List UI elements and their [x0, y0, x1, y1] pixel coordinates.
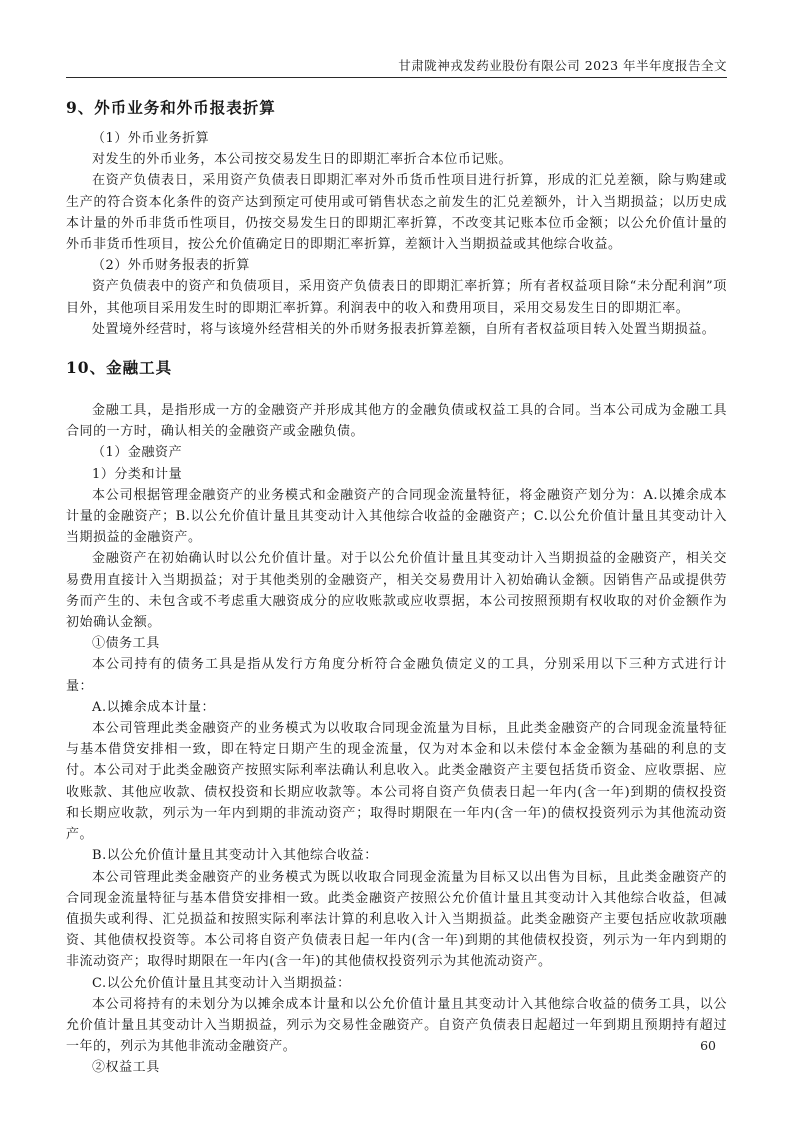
page-content [66, 98, 727, 1079]
paragraph: 对发生的外币业务，本公司按交易发生日的即期汇率折合本位币记账。 [92, 152, 513, 168]
paragraph: 金融资产在初始确认时以公允价值计量。对于以公允价值计量且其变动计入当期损益的金融资产，相关交易费用直接计入当期损益；对于其他类别的金融资产，相关交易费用计入初始确认金额。因销售产品或提供劳务而产生的、未包含或不考虑重大融资成分的应收账款或应收票据，本公司按照预期有权收取的对价金额作为初始确认金额。 [66, 551, 727, 631]
paragraph: 本公司管理此类金融资产的业务模式为既以收取合同现金流量为目标又以出售为目标，且此类金融资产的合同现金流量特征与基本借贷安排相一致。此类金融资产按照公允价值计量且其变动计入其他综合收益，但减值损失或利得、汇兑损益和按照实际利率法计算的利息收入计入当期损益。此类金融资产主要包括应收款项融资、其他债权投资等。本公司将自资产负债表日起一年内(含一年)到期的其他债权投资，列示为一年内到期的非流动资产；取得时期限在一年内(含一年)的其他债权投资列示为其他流动资产。 [66, 869, 727, 970]
paragraph: ①债务工具 [92, 636, 160, 652]
paragraph: 在资产负债表日，采用资产负债表日即期汇率对外币货币性项目进行折算，形成的汇兑差额，除与购建或生产的符合资本化条件的资产达到预定可使用或可销售状态之前发生的汇兑差额外，计入当期损益；以历史成本计量的外币非货币性项目，仍按交易发生日的即期汇率折算，不改变其记账本位币金额；以公允价值计量的外币非货币性项目，按公允价值确定日的即期汇率折算，差额计入当期损益或其他综合收益。 [66, 173, 727, 253]
page-header [66, 0, 727, 78]
section-heading: 9、外币业务和外币报表折算 [66, 98, 276, 117]
paragraph: 金融工具，是指形成一方的金融资产并形成其他方的金融负债或权益工具的合同。当本公司成为金融工具合同的一方时，确认相关的金融资产或金融负债。 [66, 403, 727, 440]
paragraph: 本公司根据管理金融资产的业务模式和金融资产的合同现金流量特征，将金融资产划分为：A.以摊余成本计量的金融资产；B.以公允价值计量且其变动计入其他综合收益的金融资产；C.以公允价值计量且其变动计入当期损益的金融资产。 [66, 487, 727, 546]
paragraph: 本公司持有的债务工具是指从发行方角度分析符合金融负债定义的工具，分别采用以下三种方式进行计量： [66, 657, 727, 694]
paragraph: （1）外币业务折算 [92, 131, 210, 146]
header-title: 甘肃陇神戎发药业股份有限公司 2023 年半年度报告全文 [398, 58, 727, 73]
paragraph: A.以摊余成本计量： [92, 699, 216, 715]
paragraph: （2）外币财务报表的折算 [92, 258, 250, 274]
paragraph: 本公司将持有的未划分为以摊余成本计量和以公允价值计量且其变动计入其他综合收益的债务工具，以公允价值计量且其变动计入当期损益，列示为交易性金融资产。自资产负债表日起超过一年到期且预期持有超过一年的，列示为其他非流动金融资产。 [66, 996, 727, 1055]
paragraph: C.以公允价值计量且其变动计入当期损益： [92, 975, 351, 991]
paragraph: 本公司管理此类金融资产的业务模式为以收取合同现金流量为目标，且此类金融资产的合同现金流量特征与基本借贷安排相一致，即在特定日期产生的现金流量，仅为对本金和以未偿付本金金额为基础的利息的支付。本公司对于此类金融资产按照实际利率法确认利息收入。此类金融资产主要包括货币资金、应收票据、应收账款、其他应收款、债权投资和长期应收款等。本公司将自资产负债表日起一年内(含一年)到期的债权投资和长期应收款，列示为一年内到期的非流动资产；取得时期限在一年内(含一年)的债权投资列示为其他流动资产。 [66, 721, 727, 843]
paragraph: 资产负债表中的资产和负债项目，采用资产负债表日的即期汇率折算；所有者权益项目除“未分配利润”项目外，其他项目采用发生时的即期汇率折算。利润表中的收入和费用项目，采用交易发生日的即期汇率。 [66, 279, 727, 316]
page-number: 60 [700, 1038, 716, 1053]
paragraph: B.以公允价值计量且其变动计入其他综合收益： [92, 848, 378, 864]
paragraph: 1）分类和计量 [92, 466, 183, 482]
paragraph: 处置境外经营时，将与该境外经营相关的外币财务报表折算差额，自所有者权益项目转入处置当期损益。 [92, 321, 716, 337]
section-heading: 10、金融工具 [66, 358, 173, 378]
paragraph: （1）金融资产 [92, 445, 183, 461]
paragraph: ②权益工具 [92, 1060, 160, 1076]
